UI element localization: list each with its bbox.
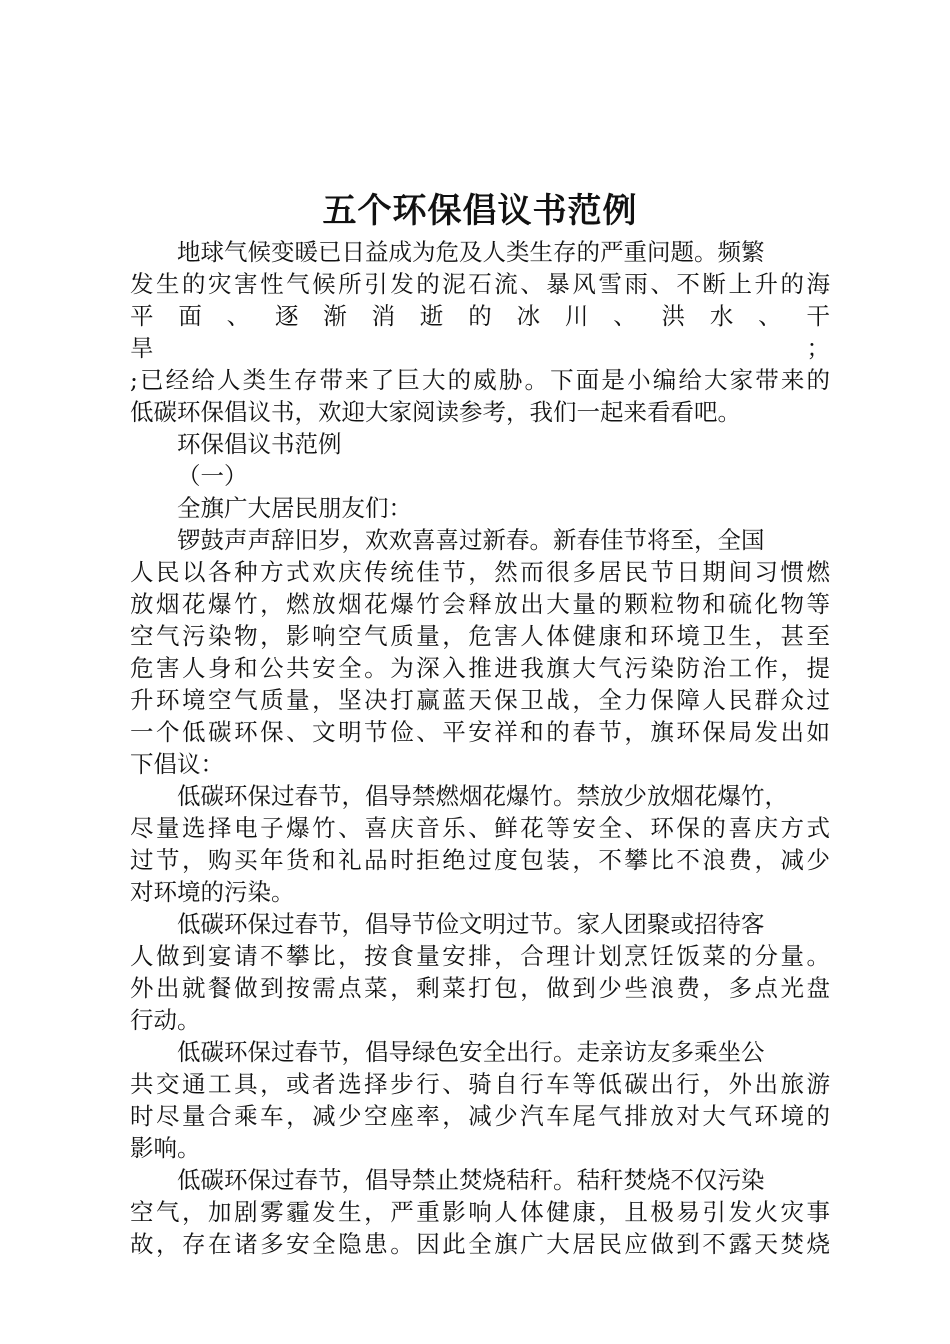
body-paragraph-2 <box>130 780 830 908</box>
intro-line: 地球气候变暖已日益成为危及人类生存的严重问题。频繁 <box>177 238 765 266</box>
paragraph-line: 对环境的污染。 <box>130 878 295 906</box>
paragraph-line: 危害人身和公共安全。为深入推进我旗大气污染防治工作，提 <box>130 654 830 682</box>
paragraph-line: 低碳环保过春节，倡导绿色安全出行。走亲访友多乘坐公 <box>177 1038 765 1066</box>
paragraph-line: 升环境空气质量，坚决打赢蓝天保卫战，全力保障人民群众过 <box>130 686 830 714</box>
document-page <box>130 188 830 1260</box>
paragraph-line: 低碳环保过春节，倡导禁止焚烧秸秆。秸秆焚烧不仅污染 <box>177 1166 765 1194</box>
paragraph-line: 空气，加剧雾霾发生，严重影响人体健康，且极易引发火灾事 <box>130 1198 830 1226</box>
paragraph-line: 锣鼓声声辞旧岁，欢欢喜喜过新春。新春佳节将至，全国 <box>177 526 765 554</box>
salutation: 全旗广大居民朋友们： <box>177 494 412 522</box>
paragraph-line: 一个低碳环保、文明节俭、平安祥和的春节，旗环保局发出如 <box>130 718 830 746</box>
paragraph-line: 过节，购买年货和礼品时拒绝过度包装，不攀比不浪费，减少 <box>130 846 830 874</box>
paragraph-line: 行动。 <box>130 1006 201 1034</box>
paragraph-line: 放烟花爆竹，燃放烟花爆竹会释放出大量的颗粒物和硫化物等 <box>130 590 830 618</box>
intro-line: 低碳环保倡议书，欢迎大家阅读参考，我们一起来看看吧。 <box>130 398 741 426</box>
paragraph-line: 外出就餐做到按需点菜，剩菜打包，做到少些浪费，多点光盘 <box>130 974 830 1002</box>
document-title: 五个环保倡议书范例 <box>322 191 638 231</box>
section-heading: 环保倡议书范例 <box>177 430 342 458</box>
body-paragraph-1 <box>130 524 830 780</box>
paragraph-line: 低碳环保过春节，倡导禁燃烟花爆竹。禁放少放烟花爆竹， <box>177 782 788 810</box>
section-number: （一） <box>177 462 248 490</box>
paragraph-line: 尽量选择电子爆竹、喜庆音乐、鲜花等安全、环保的喜庆方式 <box>130 814 830 842</box>
paragraph-line: 影响。 <box>130 1134 201 1162</box>
paragraph-line: 下倡议： <box>130 750 224 778</box>
body-paragraph-3 <box>130 908 830 1036</box>
paragraph-line: 时尽量合乘车，减少空座率，减少汽车尾气排放对大气环境的 <box>130 1102 830 1130</box>
paragraph-line: 空气污染物，影响空气质量，危害人体健康和环境卫生，甚至 <box>130 622 830 650</box>
intro-line: 发生的灾害性气候所引发的泥石流、暴风雪雨、不断上升的海 <box>130 270 830 298</box>
paragraph-line: 故，存在诸多安全隐患。因此全旗广大居民应做到不露天焚烧 <box>130 1230 830 1258</box>
paragraph-line: 人民以各种方式欢庆传统佳节，然而很多居民节日期间习惯燃 <box>130 558 830 586</box>
paragraph-line: 人做到宴请不攀比，按食量安排，合理计划烹饪饭菜的分量。 <box>130 942 830 970</box>
intro-paragraph <box>130 236 830 428</box>
paragraph-line: 共交通工具，或者选择步行、骑自行车等低碳出行，外出旅游 <box>130 1070 830 1098</box>
body-paragraph-5 <box>130 1164 830 1260</box>
intro-line: 平面、逐渐消逝的冰川、洪水、干旱 ； <box>130 302 830 362</box>
body-paragraph-4 <box>130 1036 830 1164</box>
intro-line: ;已经给人类生存带来了巨大的威胁。下面是小编给大家带来的 <box>130 366 830 394</box>
paragraph-line: 低碳环保过春节，倡导节俭文明过节。家人团聚或招待客 <box>177 910 765 938</box>
